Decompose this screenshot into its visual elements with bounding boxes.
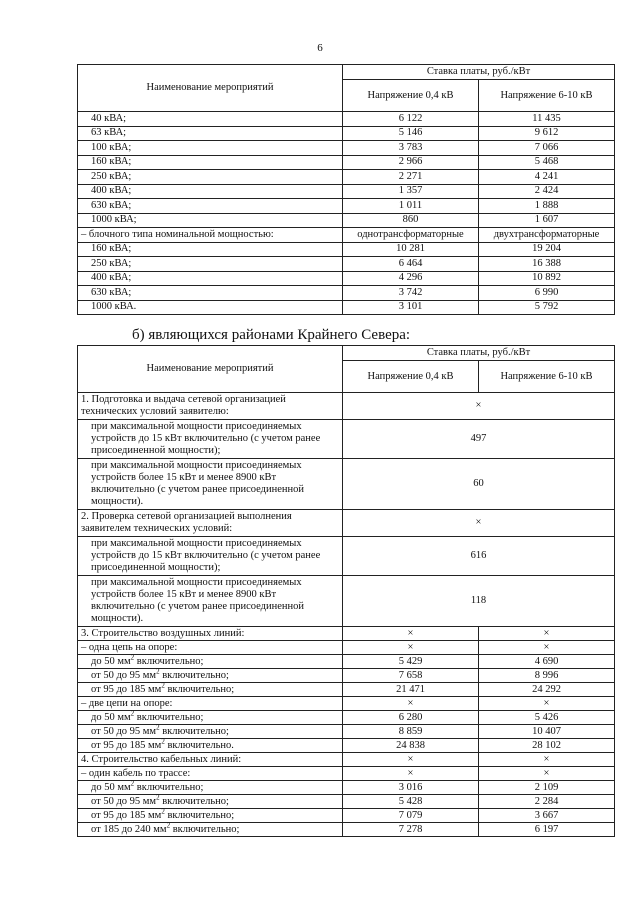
row-value-04: 21 471 [343, 683, 479, 697]
row-value-04: 5 429 [343, 655, 479, 669]
header-rate: Ставка платы, руб./кВт [343, 65, 615, 80]
row-name-tail: включительно; [170, 823, 240, 835]
unit-superscript: 2 [156, 723, 160, 731]
row-value-6-10: 2 284 [479, 795, 615, 809]
row-value-6-10: 11 435 [479, 112, 615, 127]
row-value-04: 1 357 [343, 184, 479, 199]
row-value-6-10: × [479, 697, 615, 711]
row-value-6-10: 6 990 [479, 286, 615, 301]
row-value-04: 6 122 [343, 112, 479, 127]
table-row [78, 155, 615, 170]
unit-superscript: 2 [130, 653, 135, 661]
row-name-text: 3. Строительство воздушных линий: [81, 627, 245, 639]
row-value-04: × [343, 697, 479, 711]
row-value-04: 3 101 [343, 300, 479, 315]
table-row [78, 141, 615, 156]
block1-sub2-value: 60 [343, 459, 615, 510]
row-name-text: до 50 мм [91, 655, 131, 667]
header-voltage-6-10: Напряжение 6-10 кВ [479, 361, 615, 393]
row-name [78, 753, 343, 767]
row-value-6-10: 28 102 [479, 739, 615, 753]
row-value-04: 7 658 [343, 669, 479, 683]
row-value-04: × [343, 627, 479, 641]
row-value-6-10: 4 690 [479, 655, 615, 669]
row-value-04: 8 859 [343, 725, 479, 739]
row-value-6-10: 10 892 [479, 271, 615, 286]
table-row [78, 823, 615, 837]
unit-superscript: 2 [156, 793, 160, 801]
row-name: – блочного типа номинальной мощностью: [78, 228, 343, 243]
block2-sub1-value: 616 [343, 537, 615, 576]
row-value-6-10: 19 204 [479, 242, 615, 257]
table-row [78, 184, 615, 199]
row-value-6-10: 1 607 [479, 213, 615, 228]
row-name: 160 кВА; [78, 155, 343, 170]
rates-table-2 [77, 345, 615, 837]
unit-superscript: 2 [166, 821, 171, 829]
table-row [78, 795, 615, 809]
row-value-04: 860 [343, 213, 479, 228]
row-value-04: 10 281 [343, 242, 479, 257]
table-row [78, 683, 615, 697]
table-row [78, 228, 615, 243]
row-name [78, 669, 343, 683]
block2-sub2: при максимальной мощности присоединяемых устройств более 15 кВт и менее 8900 кВт включительно (с учетом ранее присоединенной мощности). [78, 576, 343, 627]
table-row [78, 767, 615, 781]
row-value-04: × [343, 767, 479, 781]
row-value-04: 5 428 [343, 795, 479, 809]
row-value-04: × [343, 641, 479, 655]
block2-sub2-value: 118 [343, 576, 615, 627]
row-name: 400 кВА; [78, 271, 343, 286]
block1-title: 1. Подготовка и выдача сетевой организацией технических условий заявителю: [78, 393, 343, 420]
row-value-04: 24 838 [343, 739, 479, 753]
row-name-text: 4. Строительство кабельных линий: [81, 753, 242, 765]
row-value-6-10: 2 424 [479, 184, 615, 199]
row-name [78, 823, 343, 837]
row-name [78, 683, 343, 697]
row-value-6-10: 7 066 [479, 141, 615, 156]
row-value-6-10: × [479, 753, 615, 767]
section-heading: б) являющихся районами Крайнего Севера: [132, 327, 411, 343]
row-name-text: от 95 до 185 мм [91, 739, 162, 751]
table-row [78, 697, 615, 711]
row-name-text: от 95 до 185 мм [91, 809, 162, 821]
row-name [78, 781, 343, 795]
row-value-6-10: 8 996 [479, 669, 615, 683]
row-name-text: – один кабель по трассе: [81, 767, 191, 779]
unit-superscript: 2 [130, 779, 135, 787]
row-name-text: – две цепи на опоре: [81, 697, 173, 709]
table-row [78, 753, 615, 767]
row-value-6-10: 16 388 [479, 257, 615, 272]
row-name-text: от 50 до 95 мм [91, 669, 157, 681]
page-number: 6 [317, 42, 323, 54]
row-value-6-10: двухтрансформаторные [479, 228, 615, 243]
header-rate: Ставка платы, руб./кВт [343, 346, 615, 361]
row-value-6-10: 5 792 [479, 300, 615, 315]
table-row [78, 809, 615, 823]
table-row [78, 257, 615, 272]
row-value-6-10: 4 241 [479, 170, 615, 185]
row-name [78, 739, 343, 753]
unit-superscript: 2 [161, 681, 165, 689]
row-name: 630 кВА; [78, 199, 343, 214]
row-name: 250 кВА; [78, 257, 343, 272]
table-row [78, 199, 615, 214]
unit-superscript: 2 [156, 667, 160, 675]
header-voltage-04: Напряжение 0,4 кВ [343, 361, 479, 393]
row-value-04: 6 280 [343, 711, 479, 725]
row-value-04: 4 296 [343, 271, 479, 286]
row-name [78, 655, 343, 669]
row-value-04: 2 271 [343, 170, 479, 185]
table-row [78, 725, 615, 739]
row-name [78, 627, 343, 641]
row-name-text: от 50 до 95 мм [91, 725, 157, 737]
row-value-6-10: 1 888 [479, 199, 615, 214]
row-name-tail: включительно; [159, 725, 229, 737]
table-row [78, 213, 615, 228]
rates-table-1 [77, 64, 615, 315]
row-value-6-10: 5 426 [479, 711, 615, 725]
row-value-6-10: 6 197 [479, 823, 615, 837]
block2-sub1: при максимальной мощности присоединяемых устройств до 15 кВт включительно (с учетом ранее присоединенной мощности); [78, 537, 343, 576]
row-value-04: однотрансформаторные [343, 228, 479, 243]
row-name: 1000 кВА; [78, 213, 343, 228]
row-value-04: 7 278 [343, 823, 479, 837]
row-name-text: от 185 до 240 мм [91, 823, 167, 835]
table-row [78, 739, 615, 753]
row-name-tail: включительно; [159, 795, 229, 807]
row-name-text: до 50 мм [91, 711, 131, 723]
row-name-text: от 50 до 95 мм [91, 795, 157, 807]
block1-sub1: при максимальной мощности присоединяемых устройств до 15 кВт включительно (с учетом ранее присоединенной мощности); [78, 420, 343, 459]
row-value-04: 3 783 [343, 141, 479, 156]
row-name: 63 кВА; [78, 126, 343, 141]
row-value-6-10: 3 667 [479, 809, 615, 823]
row-value-6-10: × [479, 767, 615, 781]
table-row [78, 271, 615, 286]
row-value-04: 3 742 [343, 286, 479, 301]
block1-sub1-value: 497 [343, 420, 615, 459]
table-row [78, 641, 615, 655]
row-name-tail: включительно; [134, 711, 204, 723]
row-name-tail: включительно; [164, 809, 235, 821]
block2-mark: × [343, 510, 615, 537]
row-name [78, 711, 343, 725]
row-name-text: – одна цепь на опоре: [81, 641, 178, 653]
unit-superscript: 2 [161, 807, 165, 815]
row-name [78, 767, 343, 781]
row-name-tail: включительно; [134, 781, 204, 793]
table-row [78, 242, 615, 257]
row-name [78, 809, 343, 823]
row-name-tail: включительно; [134, 655, 204, 667]
header-name-column: Наименование мероприятий [78, 65, 343, 112]
row-name: 630 кВА; [78, 286, 343, 301]
row-name: 40 кВА; [78, 112, 343, 127]
row-value-6-10: 10 407 [479, 725, 615, 739]
table-row [78, 300, 615, 315]
row-value-6-10: 5 468 [479, 155, 615, 170]
row-name-tail: включительно; [164, 683, 235, 695]
row-value-04: 1 011 [343, 199, 479, 214]
row-name [78, 725, 343, 739]
row-name-text: до 50 мм [91, 781, 131, 793]
unit-superscript: 2 [130, 709, 135, 717]
row-name-tail: включительно; [159, 669, 229, 681]
row-name: 400 кВА; [78, 184, 343, 199]
table-row [78, 112, 615, 127]
row-value-04: × [343, 753, 479, 767]
row-name: 1000 кВА. [78, 300, 343, 315]
row-value-04: 5 146 [343, 126, 479, 141]
row-name-tail: включительно. [164, 739, 234, 751]
block1-sub2: при максимальной мощности присоединяемых устройств более 15 кВт и менее 8900 кВт включительно (с учетом ранее присоединенной мощности). [78, 459, 343, 510]
row-value-04: 7 079 [343, 809, 479, 823]
table-row [78, 170, 615, 185]
row-value-04: 2 966 [343, 155, 479, 170]
block2-title: 2. Проверка сетевой организацией выполнения заявителем технических условий: [78, 510, 343, 537]
block1-mark: × [343, 393, 615, 420]
row-value-6-10: 9 612 [479, 126, 615, 141]
table-row [78, 669, 615, 683]
header-voltage-6-10: Напряжение 6-10 кВ [479, 80, 615, 112]
row-value-6-10: × [479, 641, 615, 655]
table-row [78, 126, 615, 141]
header-voltage-04: Напряжение 0,4 кВ [343, 80, 479, 112]
table-row [78, 286, 615, 301]
row-name-text: от 95 до 185 мм [91, 683, 162, 695]
row-name: 160 кВА; [78, 242, 343, 257]
row-name: 100 кВА; [78, 141, 343, 156]
row-name [78, 697, 343, 711]
header-name-column: Наименование мероприятий [78, 346, 343, 393]
row-name: 250 кВА; [78, 170, 343, 185]
row-value-6-10: 2 109 [479, 781, 615, 795]
row-value-6-10: × [479, 627, 615, 641]
row-value-6-10: 24 292 [479, 683, 615, 697]
table-row [78, 627, 615, 641]
row-name [78, 641, 343, 655]
row-name [78, 795, 343, 809]
unit-superscript: 2 [161, 737, 165, 745]
row-value-04: 3 016 [343, 781, 479, 795]
row-value-04: 6 464 [343, 257, 479, 272]
